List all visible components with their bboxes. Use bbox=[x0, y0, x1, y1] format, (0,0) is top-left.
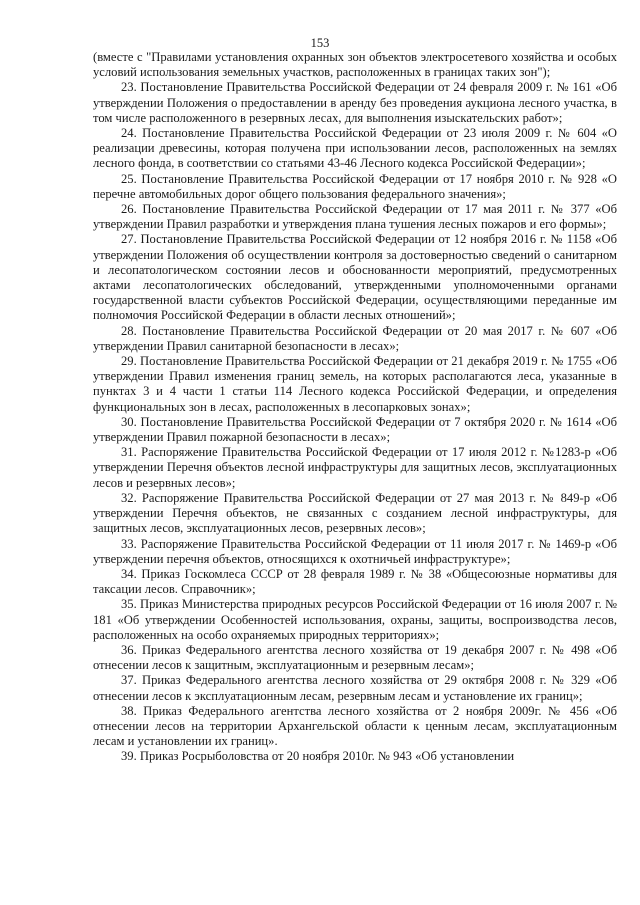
document-body bbox=[93, 50, 617, 765]
page-number: 153 bbox=[310, 36, 330, 50]
list-item: 30. Постановление Правительства Российской Федерации от 7 октября 2020 г. № 1614 «Об утверждении Правил пожарной безопасности в лесах»; bbox=[93, 414, 617, 445]
list-item: 29. Постановление Правительства Российской Федерации от 21 декабря 2019 г. № 1755 «Об утверждении Правил изменения границ земель, на которых располагаются леса, указанные в пунктах 3 и 4 части 1 статьи 114 Лесного кодекса Российской Федерации, и определения функциональных зон в лесах, расположенных в лесопарковых зонах»; bbox=[93, 354, 617, 414]
list-item: 24. Постановление Правительства Российской Федерации от 23 июля 2009 г. № 604 «О реализации древесины, которая получена при использовании лесов, расположенных на землях лесного фонда, в соответствии со статьями 43-46 Лесного кодекса Российской Федерации»; bbox=[93, 126, 617, 171]
list-item: 34. Приказ Госкомлеса СССР от 28 февраля 1989 г. № 38 «Общесоюзные нормативы для таксации лесов. Справочник»; bbox=[93, 566, 617, 597]
list-item: 38. Приказ Федерального агентства лесного хозяйства от 2 ноября 2009г. № 456 «Об отнесении лесов на территории Архангельской области к ценным лесам, эксплуатационным лесам и установлении их границ». bbox=[93, 703, 617, 749]
list-item: (вместе с "Правилами установления охранных зон объектов электросетевого хозяйства и особых условий использования земельных участков, расположенных в границах таких зон"); bbox=[93, 50, 617, 80]
list-item: 36. Приказ Федерального агентства лесного хозяйства от 19 декабря 2007 г. № 498 «Об отнесении лесов к защитным, эксплуатационным и резервным лесам»; bbox=[93, 642, 617, 673]
list-item: 35. Приказ Министерства природных ресурсов Российской Федерации от 16 июля 2007 г. № 181 «Об утверждении Особенностей использования, охраны, защиты, воспроизводства лесов, расположенных на особо охраняемых природных территориях»; bbox=[93, 597, 617, 642]
list-item: 32. Распоряжение Правительства Российской Федерации от 27 мая 2013 г. № 849-р «Об утверждении Перечня объектов, не связанных с созданием лесной инфраструктуры, для защитных лесов, эксплуатационных лесов, резервных лесов»; bbox=[93, 490, 617, 536]
list-item: 31. Распоряжение Правительства Российской Федерации от 17 июля 2012 г. №1283-р «Об утверждении Перечня объектов лесной инфраструктуры для защитных лесов, эксплуатационных лесов и резервных лесов»; bbox=[93, 445, 617, 490]
list-item: 27. Постановление Правительства Российской Федерации от 12 ноября 2016 г. № 1158 «Об утверждении Положения об осуществлении контроля за достоверностью сведений о санитарном и лесопатологическом состоянии лесов и обоснованности мероприятий, предусмотренных актами лесопатологических обследований, утвержденными уполномоченными органами государственной власти субъектов Российской Федерации, осуществляющими переданные им полномочия Российской Федерации в области лесных отношений»; bbox=[93, 232, 617, 323]
list-item: 25. Постановление Правительства Российской Федерации от 17 ноября 2010 г. № 928 «О перечне автомобильных дорог общего пользования федерального значения»; bbox=[93, 171, 617, 201]
list-item: 23. Постановление Правительства Российской Федерации от 24 февраля 2009 г. № 161 «Об утверждении Положения о предоставлении в аренду без проведения аукциона лесного участка, в том числе расположенного в резервных лесах, для выполнения изыскательских работ»; bbox=[93, 80, 617, 125]
list-item: 28. Постановление Правительства Российской Федерации от 20 мая 2017 г. № 607 «Об утверждении Правил санитарной безопасности в лесах»; bbox=[93, 323, 617, 353]
list-item: 33. Распоряжение Правительства Российской Федерации от 11 июля 2017 г. № 1469-р «Об утверждении перечня объектов, относящихся к охотничьей инфраструктуре»; bbox=[93, 536, 617, 566]
list-item: 26. Постановление Правительства Российской Федерации от 17 мая 2011 г. № 377 «Об утверждении Правил разработки и утверждения плана тушения лесных пожаров и его формы»; bbox=[93, 202, 617, 232]
list-item: 39. Приказ Росрыболовства от 20 ноября 2010г. № 943 «Об установлении bbox=[121, 749, 515, 764]
list-item: 37. Приказ Федерального агентства лесного хозяйства от 29 октября 2008 г. № 329 «Об отнесении лесов к эксплуатационным лесам, резервным лесам и установление их границ»; bbox=[93, 673, 617, 703]
